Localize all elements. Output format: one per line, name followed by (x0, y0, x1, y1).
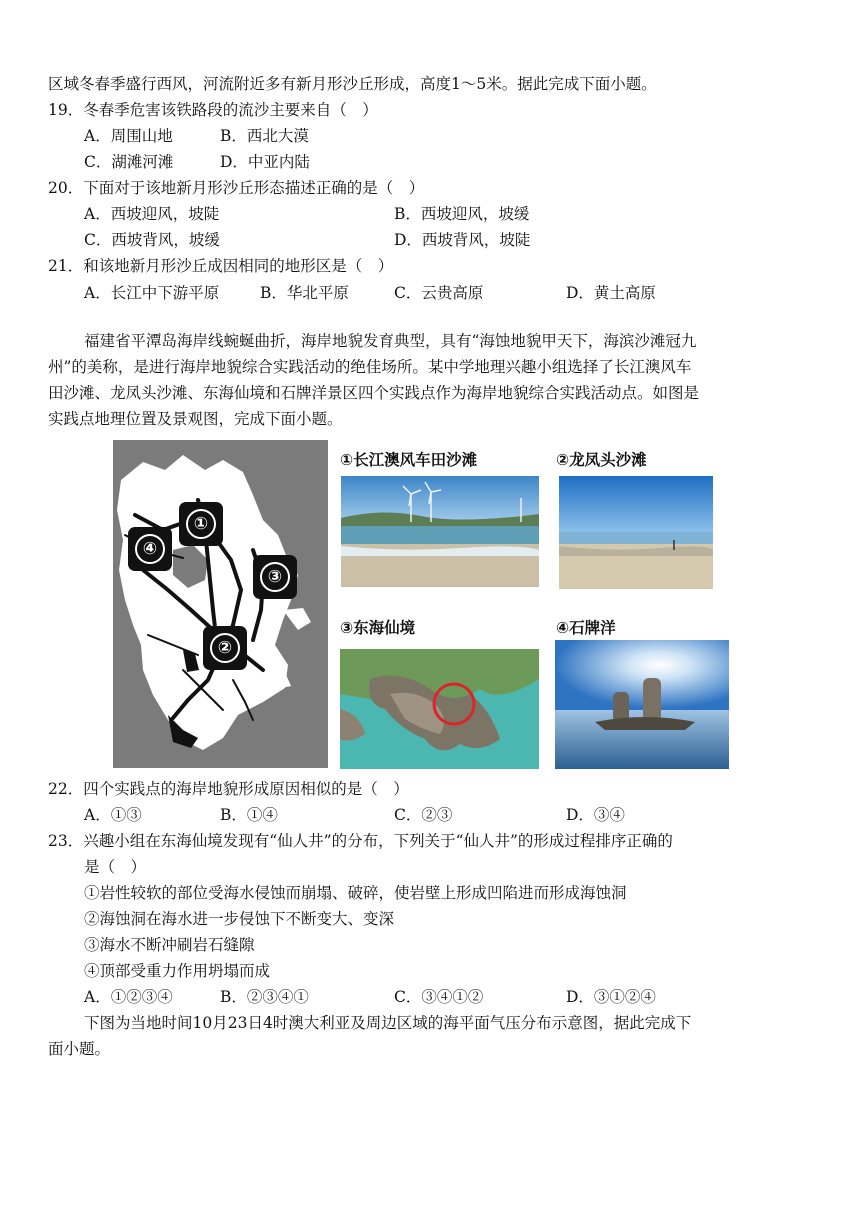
q20-option-b: B．西坡迎风，坡缓 (394, 205, 530, 223)
caption-2: ②龙凤头沙滩 (556, 451, 647, 469)
q22-option-b: B．①④ (220, 806, 278, 824)
q20-stem: 20．下面对于该地新月形沙丘形态描述正确的是（ ） (48, 179, 425, 197)
map-marker-3: ③ (253, 555, 297, 599)
q23-option-a: A．①②③④ (84, 988, 173, 1006)
map-marker-2: ② (203, 626, 247, 670)
q23-option-c: C．③④①② (394, 988, 484, 1006)
q23-step-3: ③海水不断冲刷岩石缝隙 (84, 936, 255, 954)
q23-option-d: D．③①②④ (566, 988, 656, 1006)
q22-stem: 22．四个实践点的海岸地貌形成原因相似的是（ ） (48, 780, 409, 798)
caption-3: ③东海仙境 (340, 619, 416, 637)
passage2-line-2: 州”的美称，是进行海岸地貌综合实践活动的绝佳场所。某中学地理兴趣小组选择了长江澳风车 (48, 358, 692, 376)
passage2-line-1: 福建省平潭岛海岸线蜿蜒曲折，海岸地貌发育典型，具有“海蚀地貌甲天下，海滨沙滩冠九 (84, 332, 697, 350)
map-marker-4: ④ (128, 527, 172, 571)
passage2-line-3: 田沙滩、龙凤头沙滩、东海仙境和石牌洋景区四个实践点作为海岸地貌综合实践活动点。如图是 (48, 384, 700, 402)
q22-option-a: A．①③ (84, 806, 142, 824)
caption-1: ①长江澳风车田沙滩 (340, 451, 478, 469)
passage3-line-1: 下图为当地时间10月23日4时澳大利亚及周边区域的海平面气压分布示意图，据此完成下 (84, 1014, 692, 1032)
q23-step-1: ①岩性较软的部位受海水侵蚀而崩塌、破碎，使岩壁上形成凹陷进而形成海蚀洞 (84, 884, 627, 902)
q23-stem-line-1: 23．兴趣小组在东海仙境发现有“仙人井”的分布，下列关于“仙人井”的形成过程排序正确的 (48, 832, 673, 850)
q21-option-c: C．云贵高原 (394, 284, 484, 302)
passage3-line-2: 面小题。 (48, 1040, 111, 1058)
q21-option-b: B．华北平原 (260, 284, 349, 302)
q21-option-a: A．长江中下游平原 (84, 284, 220, 302)
q19-option-b: B．西北大漠 (220, 127, 309, 145)
caption-4: ④石牌洋 (556, 619, 616, 637)
q19-stem: 19．冬春季危害该铁路段的流沙主要来自（ ） (48, 101, 378, 119)
map-marker-1: ① (179, 502, 223, 546)
photo-donghai-wonderland (340, 649, 539, 769)
q23-step-2: ②海蚀洞在海水进一步侵蚀下不断变大、变深 (84, 910, 395, 928)
q23-stem-line-2: 是（ ） (84, 858, 147, 876)
q22-option-d: D．③④ (566, 806, 625, 824)
q19-option-c: C．湖滩河滩 (84, 153, 174, 171)
q20-option-c: C．西坡背风，坡缓 (84, 231, 220, 249)
q21-stem: 21．和该地新月形沙丘成因相同的地形区是（ ） (48, 257, 394, 275)
island-land-shape (113, 440, 328, 768)
q22-option-c: C．②③ (394, 806, 453, 824)
pingtan-island-map (113, 440, 328, 768)
q23-step-4: ④顶部受重力作用坍塌而成 (84, 962, 271, 980)
q20-option-d: D．西坡背风，坡陡 (394, 231, 531, 249)
photo-shipaiyang (555, 640, 729, 769)
q19-option-a: A．周围山地 (84, 127, 173, 145)
q20-option-a: A．西坡迎风，坡陡 (84, 205, 220, 223)
photo-longfengtou-beach (559, 476, 713, 589)
q19-option-d: D．中亚内陆 (220, 153, 310, 171)
intro-continuation: 区域冬春季盛行西风，河流附近多有新月形沙丘形成，高度1～5米。据此完成下面小题。 (48, 75, 657, 93)
q23-option-b: B．②③④① (220, 988, 309, 1006)
photo-windmill-beach (341, 476, 539, 587)
passage2-line-4: 实践点地理位置及景观图，完成下面小题。 (48, 410, 343, 428)
q21-option-d: D．黄土高原 (566, 284, 656, 302)
